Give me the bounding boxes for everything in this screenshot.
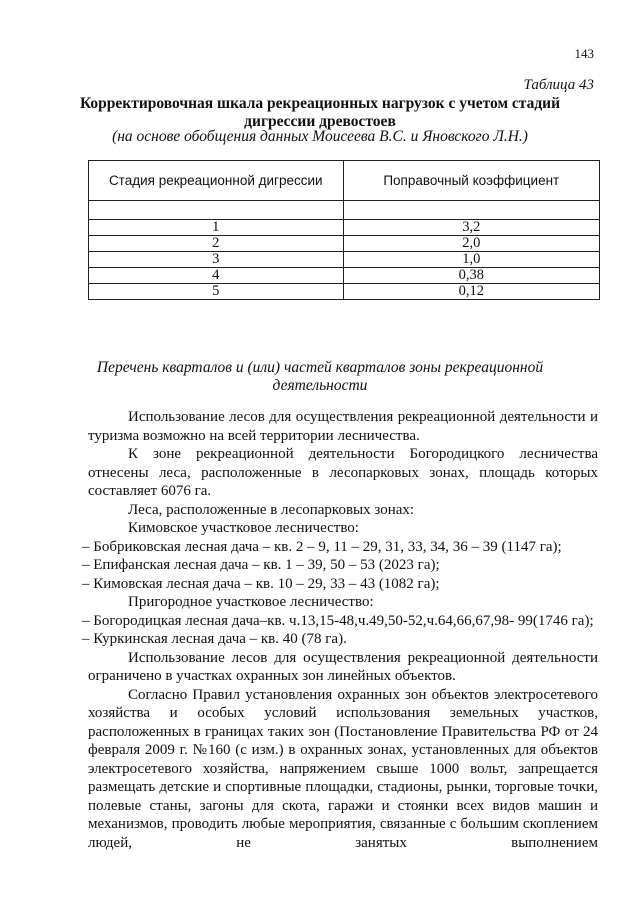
table-title: Корректировочная шкала рекреационных нагрузок с учетом стадий дигрессии древостоев (79, 95, 561, 130)
list-item: – Кимовская лесная дача – кв. 10 – 29, 33 – 43 (1082 га); (82, 575, 440, 592)
paragraph: Использование лесов для осуществления рекреационной деятельности и туризма возможно на всей территории лесничества. (88, 409, 598, 444)
list-item: – Епифанская лесная дача – кв. 1 – 39, 50 – 53 (2023 га); (82, 557, 440, 573)
table-subtitle: (на основе обобщения данных Моисеева В.С. и Яновского Л.Н.) (112, 128, 528, 145)
stage-cell: 2 (89, 236, 344, 252)
table-row (89, 252, 600, 268)
stage-cell: 3 (89, 252, 344, 268)
table-row (89, 268, 600, 284)
paragraph: Согласно Правил установления охранных зон объектов электросетевого хозяйства и особых условий использования земельных участков, расположенных в границах таких зон (Постановление Правительства РФ от 24 февраля 2009 г. №160 (с изм.) в охранных зонах, установленных для объектов электросетевого хозяйства, напряжением свыше 1000 вольт, запрещается размещать детские и спортивные площадки, стадионы, рынки, торговые точки, полевые станы, загоны для скота, гаражи и стоянки всех видов машин и механизмов, проводить любые мероприятия, связанные с большим скоплением людей, не занятых выполнением (88, 686, 598, 851)
coefficient-cell: 0,38 (343, 268, 599, 284)
page-number: 143 (574, 46, 594, 61)
paragraph: Использование лесов для осуществления рекреационной деятельности ограничено в участках охранных зон линейных объектов. (88, 649, 598, 684)
section-title: Перечень кварталов и (или) частей кварталов зоны рекреационной деятельности (96, 359, 544, 394)
header-coefficient: Поправочный коэффициент (343, 161, 599, 201)
paragraph: Пригородное участковое лесничество: (128, 594, 374, 610)
body-text (82, 408, 598, 852)
table-row (89, 284, 600, 300)
stage-cell: 5 (89, 284, 344, 300)
list-item: – Бобриковская лесная дача – кв. 2 – 9, 11 – 29, 31, 33, 34, 36 – 39 (1147 га); (82, 538, 562, 555)
coefficient-cell: 2,0 (343, 236, 599, 252)
list-item: – Богородицкая лесная дача–кв. ч.13,15-48,ч.49,50-52,ч.64,66,67,98- 99(1746 га); (82, 612, 594, 629)
coefficient-cell: 1,0 (343, 252, 599, 268)
list-item: – Куркинская лесная дача – кв. 40 (78 га). (82, 631, 347, 647)
header-stage: Стадия рекреационной дигрессии (89, 161, 344, 201)
table-header-row (89, 161, 600, 201)
table-row (89, 220, 600, 236)
table-row (89, 236, 600, 252)
paragraph: Леса, расположенные в лесопарковых зонах: (128, 501, 415, 518)
stage-cell: 1 (89, 220, 344, 236)
table-label: Таблица 43 (523, 77, 594, 93)
correction-table (88, 160, 600, 300)
paragraph: К зоне рекреационной деятельности Богородицкого лесничества отнесены леса, расположенные в лесопарковых зонах, площадь которых составляет 6076 га. (88, 446, 598, 499)
paragraph: Кимовское участковое лесничество: (128, 520, 359, 536)
coefficient-cell: 0,12 (343, 284, 599, 300)
coefficient-cell: 3,2 (343, 220, 599, 236)
stage-cell: 4 (89, 268, 344, 284)
table-spacer-row (89, 201, 600, 220)
